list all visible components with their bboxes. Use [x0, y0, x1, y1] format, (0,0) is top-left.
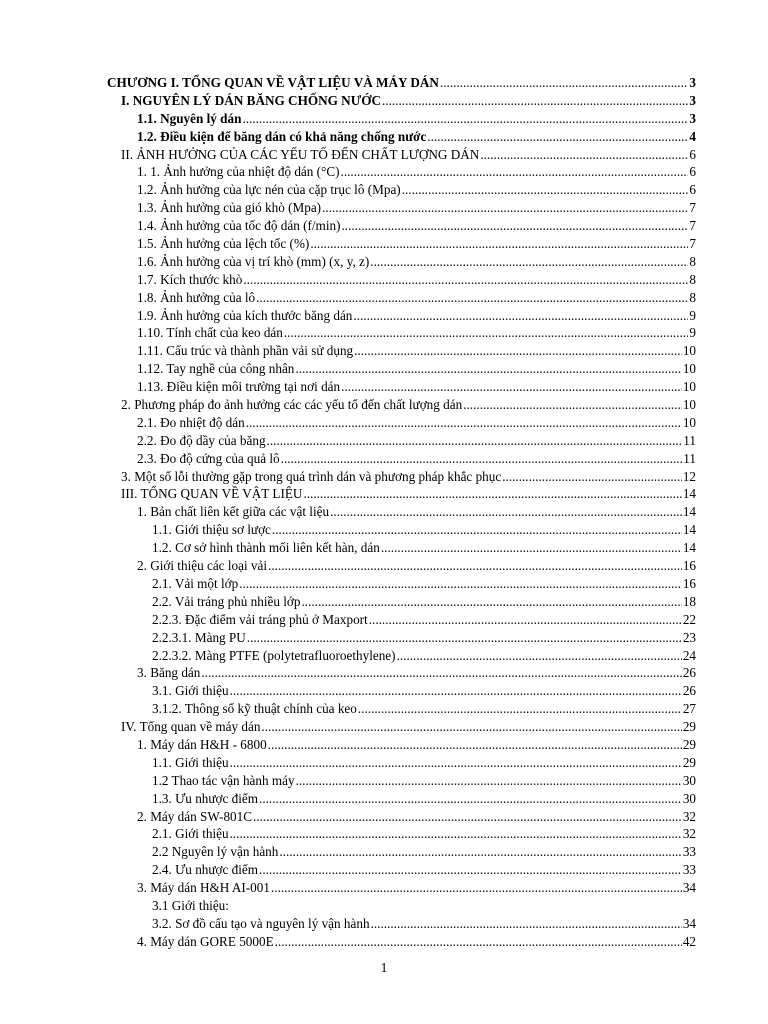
toc-entry-title: 2.3. Đo độ cứng của quả lô	[137, 450, 280, 466]
toc-entry[interactable]	[0, 611, 696, 629]
toc-entry-page: 11	[683, 432, 696, 448]
toc-entry[interactable]	[0, 199, 696, 217]
toc-entry-title: CHƯƠNG I. TỔNG QUAN VỀ VẬT LIỆU VÀ MÁY DÁN	[107, 75, 439, 90]
toc-entry-page: 30	[682, 790, 696, 806]
toc-entry[interactable]	[0, 74, 696, 92]
toc-entry-title: 1.2 Thao tác vận hành máy	[152, 772, 295, 788]
toc-entry-page: 32	[682, 826, 696, 842]
toc-leader-dots	[284, 324, 689, 342]
toc-leader-dots	[230, 754, 682, 772]
toc-entry-title: 3. Một số lỗi thường gặp trong quá trình dán và phương pháp khắc phục	[121, 468, 502, 484]
toc-entry-page: 10	[682, 379, 696, 395]
toc-entry[interactable]	[0, 897, 696, 915]
toc-entry-page: 9	[689, 307, 696, 323]
toc-leader-dots	[230, 682, 682, 700]
toc-entry-page: 34	[682, 915, 696, 931]
toc-entry-title: 3.1.2. Thông số kỹ thuật chính của keo	[152, 701, 357, 717]
toc-entry-title: 2.2.3.2. Màng PTFE (polytetrafluoroethylene)	[152, 647, 396, 663]
toc-entry[interactable]	[0, 575, 696, 593]
toc-entry-page: 6	[689, 164, 696, 180]
toc-entry-title: I. NGUYÊN LÝ DÁN BĂNG CHỐNG NƯỚC	[121, 92, 381, 108]
toc-entry-page: 27	[682, 701, 696, 717]
toc-entry[interactable]	[0, 253, 696, 271]
toc-entry-page: 3	[689, 110, 696, 126]
toc-entry[interactable]	[0, 647, 696, 665]
toc-entry-page: 6	[689, 182, 696, 198]
toc-entry[interactable]	[0, 808, 696, 826]
toc-entry-title: 1.1. Giới thiệu sơ lược	[152, 522, 271, 538]
toc-entry-page: 14	[682, 540, 696, 556]
toc-entry[interactable]	[0, 271, 696, 289]
toc-leader-dots	[502, 468, 682, 486]
toc-leader-dots	[267, 432, 683, 450]
toc-leader-dots	[322, 199, 688, 217]
toc-leader-dots	[341, 163, 689, 181]
toc-entry-page: 8	[689, 289, 696, 305]
toc-entry[interactable]	[0, 682, 696, 700]
toc-entry[interactable]	[0, 879, 696, 897]
toc-leader-dots	[354, 342, 682, 360]
toc-entry[interactable]	[0, 736, 696, 754]
toc-entry-title: III. TỔNG QUAN VỀ VẬT LIỆU	[121, 486, 303, 502]
toc-entry-page: 33	[682, 862, 696, 878]
toc-entry-title: 3.2. Sơ đồ cấu tạo và nguyên lý vận hành	[152, 915, 370, 931]
toc-entry[interactable]	[0, 414, 696, 432]
toc-entry[interactable]	[0, 110, 696, 128]
toc-entry-title: 2.2.3.1. Màng PU	[152, 629, 246, 645]
toc-entry-page: 8	[689, 253, 696, 269]
toc-entry[interactable]	[0, 450, 696, 468]
toc-entry-page: 7	[689, 200, 696, 216]
toc-entry[interactable]	[0, 146, 696, 164]
toc-entry-page: 3	[689, 92, 696, 108]
toc-entry-title: 1.10. Tính chất của keo dán	[137, 325, 283, 341]
toc-entry-title: 1.4. Ảnh hưởng của tốc độ dán (f/min)	[137, 218, 341, 234]
toc-entry-title: 1.2. Ảnh hưởng của lực nén của cặp trục lô (Mpa)	[137, 182, 401, 198]
toc-entry[interactable]	[0, 181, 696, 199]
toc-entry-page: 12	[682, 468, 696, 484]
toc-leader-dots	[371, 915, 682, 933]
toc-leader-dots	[480, 146, 688, 164]
toc-leader-dots	[427, 128, 688, 146]
toc-entry-page: 18	[682, 593, 696, 609]
toc-entry-page: 14	[682, 486, 696, 502]
toc-entry[interactable]	[0, 700, 696, 718]
toc-entry-page: 6	[689, 146, 696, 162]
toc-entry[interactable]	[0, 235, 696, 253]
toc-entry-page: 30	[682, 772, 696, 788]
toc-leader-dots	[330, 503, 682, 521]
toc-leader-dots	[201, 664, 681, 682]
toc-entry-page: 22	[682, 611, 696, 627]
toc-entry-title: II. ẢNH HƯỞNG CỦA CÁC YẾU TỐ ĐẾN CHẤT LƯỢNG DÁN	[121, 146, 480, 162]
toc-leader-dots	[243, 271, 688, 289]
toc-entry[interactable]	[0, 933, 696, 951]
toc-entry-title: 1.2. Cơ sở hình thành mối liên kết hàn, dán	[152, 540, 380, 556]
toc-leader-dots	[440, 74, 688, 92]
toc-entry-title: 1.5. Ảnh hưởng của lệch tốc (%)	[137, 236, 310, 252]
toc-entry[interactable]	[0, 861, 696, 879]
toc-entry-page: 26	[682, 683, 696, 699]
toc-entry-title: 2. Giới thiệu các loại vải	[137, 558, 268, 574]
toc-entry[interactable]	[0, 754, 696, 772]
toc-entry[interactable]	[0, 163, 696, 181]
toc-entry[interactable]	[0, 324, 696, 342]
toc-entry-page: 29	[682, 719, 696, 735]
toc-leader-dots	[259, 790, 682, 808]
toc-leader-dots	[301, 593, 681, 611]
toc-entry-page: 14	[682, 504, 696, 520]
toc-leader-dots	[310, 235, 688, 253]
toc-leader-dots	[353, 307, 688, 325]
toc-entry-title: 1. Máy dán H&H - 6800	[137, 736, 267, 752]
toc-entry-title: 1.7. Kích thước khò	[137, 271, 243, 287]
toc-entry-title: 4. Máy dán GORE 5000E	[137, 933, 274, 949]
toc-entry-page: 34	[682, 880, 696, 896]
toc-entry-page: 24	[682, 647, 696, 663]
toc-entry-page: 11	[683, 450, 696, 466]
toc-entry-title: 1.9. Ảnh hưởng của kích thước băng dán	[137, 307, 353, 323]
toc-entry[interactable]	[0, 289, 696, 307]
toc-entry[interactable]	[0, 307, 696, 325]
toc-entry[interactable]	[0, 718, 696, 736]
toc-entry-title: 1.11. Cấu trúc và thành phần vải sử dụng	[137, 343, 354, 359]
toc-leader-dots	[246, 414, 682, 432]
toc-entry-page: 8	[689, 271, 696, 287]
toc-entry-title: 1.1. Giới thiệu	[152, 754, 229, 770]
toc-entry-title: 1.8. Ảnh hưởng của lô	[137, 289, 256, 305]
toc-entry-title: 1.13. Điều kiện môi trường tại nơi dán	[137, 379, 341, 395]
toc-entry-page: 42	[682, 933, 696, 949]
toc-entry-title: 1. 1. Ảnh hưởng của nhiệt độ dán (°C)	[137, 164, 340, 180]
toc-leader-dots	[382, 92, 688, 110]
toc-entry-page: 29	[682, 754, 696, 770]
toc-entry[interactable]	[0, 468, 696, 486]
toc-entry-title: 3.1. Giới thiệu	[152, 683, 229, 699]
toc-leader-dots	[358, 700, 682, 718]
toc-entry-page: 26	[682, 665, 696, 681]
toc-entry[interactable]	[0, 843, 696, 861]
toc-entry-title: 1.2. Điều kiện để băng dán có khả năng chống nước	[137, 128, 427, 144]
toc-entry-page: 16	[682, 558, 696, 574]
toc-entry[interactable]	[0, 360, 696, 378]
toc-entry-page: 29	[682, 736, 696, 752]
toc-entry-page: 32	[682, 808, 696, 824]
toc-entry-title: 3. Băng dán	[137, 665, 201, 681]
toc-leader-dots	[230, 825, 682, 843]
toc-leader-dots	[381, 539, 682, 557]
toc-leader-dots	[369, 611, 682, 629]
toc-leader-dots	[261, 718, 681, 736]
toc-entry-title: 3. Máy dán H&H AI-001	[137, 880, 270, 896]
toc-entry-title: 2.1. Giới thiệu	[152, 826, 229, 842]
toc-entry[interactable]	[0, 915, 696, 933]
toc-entry[interactable]	[0, 485, 696, 503]
toc-entry-page: 10	[682, 414, 696, 430]
toc-entry[interactable]	[0, 539, 696, 557]
toc-entry-title: 1. Bản chất liên kết giữa các vật liệu	[137, 504, 330, 520]
toc-entry-page: 3	[689, 75, 696, 90]
toc-entry-title: 2. Phương pháp đo ảnh hưởng các các yếu tố đến chất lượng dán	[121, 397, 463, 413]
toc-entry-title: 2.4. Ưu nhược điểm	[152, 862, 259, 878]
toc-entry-page: 14	[682, 522, 696, 538]
toc-leader-dots	[242, 110, 688, 128]
toc-entry-title: 2.2 Nguyên lý vận hành	[152, 844, 279, 860]
toc-leader-dots	[279, 843, 681, 861]
toc-entry-page: 10	[682, 343, 696, 359]
toc-entry-title: 1.6. Ảnh hưởng của vị trí khò (mm) (x, y, z)	[137, 253, 370, 269]
toc-entry[interactable]	[0, 342, 696, 360]
toc-leader-dots	[239, 575, 682, 593]
toc-leader-dots	[463, 396, 682, 414]
toc-leader-dots	[281, 450, 683, 468]
toc-entry[interactable]	[0, 521, 696, 539]
toc-entry-page: 7	[689, 218, 696, 234]
toc-entry-title: 1.1. Nguyên lý dán	[137, 110, 242, 126]
toc-entry-title: 2. Máy dán SW-801C	[137, 808, 253, 824]
toc-leader-dots	[253, 808, 682, 826]
toc-leader-dots	[295, 360, 681, 378]
toc-entry-title: IV. Tổng quan về máy dán	[121, 719, 261, 735]
toc-entry[interactable]	[0, 825, 696, 843]
toc-leader-dots	[296, 772, 682, 790]
table-of-contents	[0, 74, 768, 951]
toc-leader-dots	[268, 557, 682, 575]
toc-entry-page: 16	[682, 575, 696, 591]
toc-entry-title: 2.2.3. Đặc điểm vải tráng phủ ở Maxport	[152, 611, 368, 627]
toc-leader-dots	[247, 629, 682, 647]
toc-entry-title: 2.1. Vải một lớp	[152, 575, 239, 591]
toc-entry[interactable]	[0, 432, 696, 450]
toc-entry[interactable]	[0, 503, 696, 521]
toc-leader-dots	[341, 378, 682, 396]
toc-entry[interactable]	[0, 664, 696, 682]
toc-entry[interactable]	[0, 593, 696, 611]
toc-leader-dots	[271, 879, 682, 897]
toc-entry-title: 3.1 Giới thiệu:	[152, 897, 229, 913]
toc-entry[interactable]	[0, 128, 696, 146]
toc-entry-title: 1.3. Ưu nhược điểm	[152, 790, 259, 806]
toc-leader-dots	[370, 253, 688, 271]
toc-entry-title: 2.2. Vải tráng phủ nhiều lớp	[152, 593, 301, 609]
toc-entry[interactable]	[0, 396, 696, 414]
toc-entry[interactable]	[0, 772, 696, 790]
toc-leader-dots	[259, 861, 682, 879]
toc-leader-dots	[275, 933, 682, 951]
toc-entry-title: 1.3. Ảnh hưởng của gió khò (Mpa)	[137, 200, 322, 216]
toc-entry-title: 2.2. Đo độ dầy của băng	[137, 432, 266, 448]
toc-entry[interactable]	[0, 92, 696, 110]
toc-entry[interactable]	[0, 378, 696, 396]
toc-entry-page: 33	[682, 844, 696, 860]
toc-entry[interactable]	[0, 629, 696, 647]
toc-entry-page: 10	[682, 361, 696, 377]
toc-entry-title: 2.1. Đo nhiệt độ dán	[137, 414, 245, 430]
toc-leader-dots	[402, 181, 689, 199]
toc-leader-dots	[268, 736, 682, 754]
toc-entry-title: 1.12. Tay nghề của công nhân	[137, 361, 295, 377]
toc-leader-dots	[397, 647, 682, 665]
toc-entry-page: 4	[689, 128, 696, 144]
toc-entry-page: 10	[682, 397, 696, 413]
toc-entry-page: 7	[689, 236, 696, 252]
toc-entry[interactable]	[0, 790, 696, 808]
page-number: 1	[380, 960, 388, 975]
toc-leader-dots	[341, 217, 688, 235]
toc-leader-dots	[272, 521, 682, 539]
toc-leader-dots	[303, 485, 681, 503]
toc-entry[interactable]	[0, 217, 696, 235]
toc-entry-page: 9	[689, 325, 696, 341]
toc-entry[interactable]	[0, 557, 696, 575]
toc-entry-page: 23	[682, 629, 696, 645]
toc-leader-dots	[256, 289, 688, 307]
